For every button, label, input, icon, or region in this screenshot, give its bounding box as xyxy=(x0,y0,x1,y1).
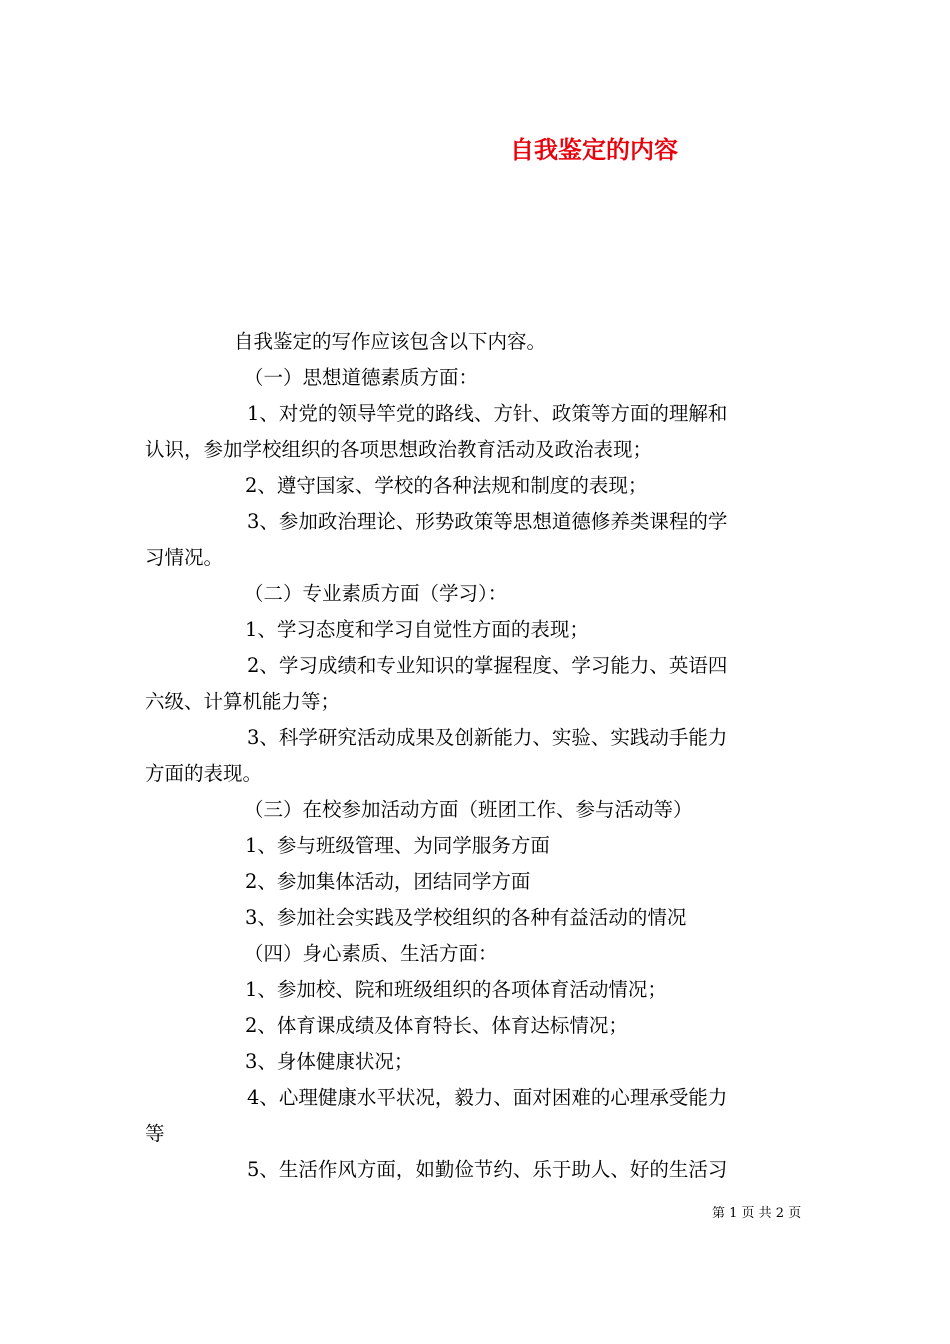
paragraph-line: 六级、计算机能力等； xyxy=(145,690,341,713)
section-heading: （四）身心素质、生活方面： xyxy=(244,942,498,965)
paragraph-line: 1、学习态度和学习自觉性方面的表现； xyxy=(245,618,589,641)
paragraph-line: 4、心理健康水平状况，毅力、面对困难的心理承受能力 xyxy=(247,1086,728,1109)
paragraph-line: 2、体育课成绩及体育特长、体育达标情况； xyxy=(245,1014,628,1037)
paragraph-line: 1、对党的领导竿党的路线、方针、政策等方面的理解和 xyxy=(247,402,728,425)
paragraph-line: 2、学习成绩和专业知识的掌握程度、学习能力、英语四 xyxy=(247,654,728,677)
paragraph-line: 3、参加政治理论、形势政策等思想道德修养类课程的学 xyxy=(247,510,728,533)
section-heading: （三）在校参加活动方面（班团工作、参与活动等） xyxy=(244,798,693,821)
page-number-footer: 第 1 页 共 2 页 xyxy=(712,1206,802,1221)
paragraph-line: 认识，参加学校组织的各项思想政治教育活动及政治表现； xyxy=(145,438,653,461)
paragraph-line: 等 xyxy=(145,1122,165,1145)
paragraph-line: 3、科学研究活动成果及创新能力、实验、实践动手能力 xyxy=(247,726,728,749)
paragraph-line: 习情况。 xyxy=(145,546,224,569)
paragraph-line: 3、参加社会实践及学校组织的各种有益活动的情况 xyxy=(245,906,687,929)
document-title: 自我鉴定的内容 xyxy=(510,136,678,164)
paragraph-line: 1、参与班级管理、为同学服务方面 xyxy=(245,834,550,857)
paragraph-line: 1、参加校、院和班级组织的各项体育活动情况； xyxy=(245,978,667,1001)
paragraph-line: 方面的表现。 xyxy=(145,762,263,785)
paragraph-line: 自我鉴定的写作应该包含以下内容。 xyxy=(234,330,547,353)
section-heading: （一）思想道德素质方面： xyxy=(244,366,479,389)
section-heading: （二）专业素质方面（学习）： xyxy=(244,582,508,605)
paragraph-line: 2、参加集体活动，团结同学方面 xyxy=(245,870,531,893)
paragraph-line: 5、生活作风方面，如勤俭节约、乐于助人、好的生活习 xyxy=(247,1158,728,1181)
paragraph-line: 2、遵守国家、学校的各种法规和制度的表现； xyxy=(245,474,648,497)
paragraph-line: 3、身体健康状况； xyxy=(245,1050,414,1073)
